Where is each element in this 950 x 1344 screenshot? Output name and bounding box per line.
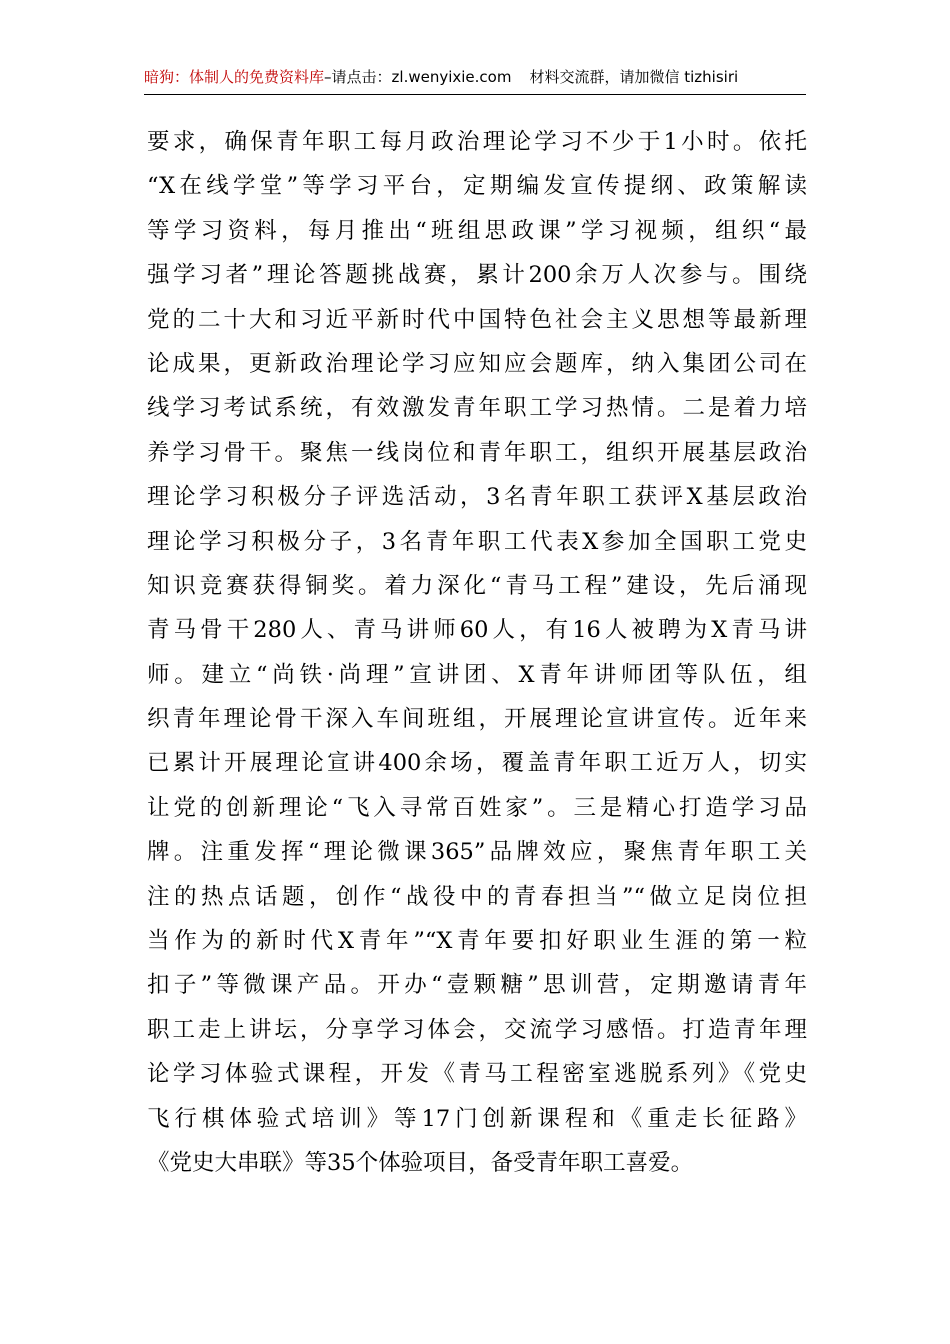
text-line: 论学习体验式课程，开发《青马工程密室逃脱系列》《党史 [147, 1061, 807, 1088]
text-line: 飞行棋体验式培训》等17门创新课程和《重走长征路》 [147, 1105, 807, 1132]
text-line: 牌。注重发挥“理论微课365”品牌效应，聚焦青年职工关 [147, 839, 807, 866]
text-line: 《党史大串联》等35个体验项目，备受青年职工喜爱。 [147, 1149, 694, 1176]
text-line: 注的热点话题，创作“战役中的青春担当”“做立足岗位担 [147, 883, 807, 910]
text-line: 扣子”等微课产品。开办“壹颗糖”思训营，定期邀请青年 [147, 972, 807, 999]
text-line: 织青年理论骨干深入车间班组，开展理论宣讲宣传。近年来 [147, 706, 807, 733]
text-line: 已累计开展理论宣讲400余场，覆盖青年职工近万人，切实 [147, 750, 807, 777]
text-line: 党的二十大和习近平新时代中国特色社会主义思想等最新理 [147, 306, 807, 333]
text-line: 青马骨干280人、青马讲师60人，有16人被聘为X青马讲 [147, 617, 807, 644]
text-line: 等学习资料，每月推出“班组思政课”学习视频，组织“最 [147, 217, 807, 244]
text-line: 知识竞赛获得铜奖。着力深化“青马工程”建设，先后涌现 [147, 572, 807, 599]
text-line: 职工走上讲坛，分享学习体会，交流学习感悟。打造青年理 [147, 1016, 807, 1043]
text-line: 当作为的新时代X青年”“X青年要扣好职业生涯的第一粒 [147, 928, 807, 955]
text-line: 理论学习积极分子评选活动，3名青年职工获评X基层政治 [147, 484, 807, 511]
header-url-link[interactable]: zl.wenyixie.com [391, 68, 512, 86]
header-brand: 暗狗：体制人的免费资料库 [144, 68, 325, 86]
text-line: 强学习者”理论答题挑战赛，累计200余万人次参与。围绕 [147, 262, 807, 289]
text-line: 养学习骨干。聚焦一线岗位和青年职工，组织开展基层政治 [147, 439, 807, 466]
body-text [147, 120, 807, 1185]
text-line: 论成果，更新政治理论学习应知应会题库，纳入集团公司在 [147, 350, 807, 377]
text-line: “X在线学堂”等学习平台，定期编发宣传提纲、政策解读 [147, 173, 807, 200]
text-line: 线学习考试系统，有效激发青年职工学习热情。二是着力培 [147, 395, 807, 422]
text-line: 师。建立“尚铁·尚理”宣讲团、X青年讲师团等队伍，组 [147, 661, 807, 688]
text-line: 让党的创新理论“飞入寻常百姓家”。三是精心打造学习品 [147, 794, 807, 821]
page-header [144, 60, 806, 95]
text-line: 要求，确保青年职工每月政治理论学习不少于1小时。依托 [147, 129, 807, 155]
header-wechat-note: 材料交流群，请加微信 tizhisiri [529, 68, 739, 86]
header-click-prefix: –请点击： [324, 68, 392, 86]
text-line: 理论学习积极分子，3名青年职工代表X参加全国职工党史 [147, 528, 807, 555]
